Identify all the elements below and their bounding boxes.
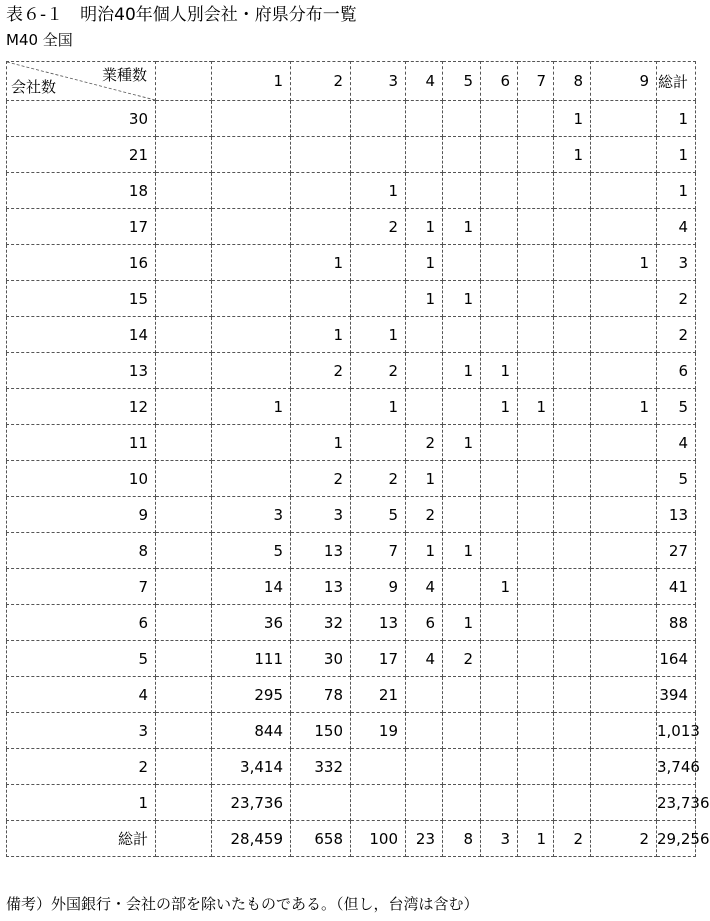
row-label: 17 [7,209,156,245]
table-cell [291,785,351,821]
spacer-cell [156,317,212,353]
table-cell [591,101,657,137]
table-cell: 1 [443,281,481,317]
table-cell: 1 [351,173,406,209]
spacer-cell [156,533,212,569]
table-cell [518,317,554,353]
spacer-cell [156,137,212,173]
table-cell [554,785,591,821]
row-label: 16 [7,245,156,281]
table-cell: 1 [406,281,443,317]
row-label: 21 [7,137,156,173]
table-cell: 3 [291,497,351,533]
column-header-10: 総計 [657,62,696,101]
table-cell: 150 [291,713,351,749]
table-cell [554,533,591,569]
table-cell: 1 [291,245,351,281]
table-cell: 1 [443,353,481,389]
table-cell: 1,013 [657,713,696,749]
table-cell: 295 [212,677,291,713]
column-header-7: 7 [518,62,554,101]
table-cell: 19 [351,713,406,749]
table-cell: 1 [351,317,406,353]
table-cell [291,281,351,317]
table-row [7,461,696,497]
table-cell [212,281,291,317]
table-subtitle: M40 全国 [6,31,73,49]
table-row [7,569,696,605]
table-cell [554,713,591,749]
row-label: 15 [7,281,156,317]
table-cell [443,101,481,137]
spacer-cell [156,569,212,605]
table-cell: 1 [406,533,443,569]
table-cell: 6 [657,353,696,389]
table-row [7,713,696,749]
table-cell: 36 [212,605,291,641]
table-cell: 9 [351,569,406,605]
table-cell [481,317,518,353]
table-cell [481,101,518,137]
table-row [7,245,696,281]
row-label: 1 [7,785,156,821]
table-cell [481,209,518,245]
table-cell [554,209,591,245]
table-cell [554,317,591,353]
table-cell: 1 [481,353,518,389]
table-cell [481,749,518,785]
table-cell [212,461,291,497]
table-cell: 13 [657,497,696,533]
table-row [7,497,696,533]
table-cell: 5 [351,497,406,533]
table-cell: 41 [657,569,696,605]
row-label: 9 [7,497,156,533]
table-cell: 13 [351,605,406,641]
distribution-table [6,61,710,857]
table-cell: 5 [657,389,696,425]
table-cell [212,137,291,173]
spacer-cell [156,785,212,821]
row-label: 14 [7,317,156,353]
table-cell: 1 [657,137,696,173]
table-cell: 5 [212,533,291,569]
table-cell: 6 [406,605,443,641]
table-body [7,101,710,857]
table-row [7,821,696,857]
row-label: 7 [7,569,156,605]
column-header-3: 3 [351,62,406,101]
table-cell [591,137,657,173]
table-cell [554,353,591,389]
table-cell: 1 [657,101,696,137]
column-header-5: 5 [443,62,481,101]
table-cell [518,713,554,749]
spacer-header-cell [156,62,212,101]
table-cell: 1 [351,389,406,425]
table-cell [554,569,591,605]
table-cell [518,461,554,497]
table-cell: 23,736 [657,785,696,821]
table-cell: 29,256 [657,821,696,857]
table-cell: 1 [212,389,291,425]
table-cell [351,101,406,137]
table-cell: 1 [481,569,518,605]
spacer-cell [156,389,212,425]
table-cell [212,425,291,461]
table-cell [518,497,554,533]
table-row [7,101,696,137]
table-cell: 1 [554,101,591,137]
table-cell: 27 [657,533,696,569]
table-cell [351,137,406,173]
table-cell: 14 [212,569,291,605]
table-cell: 28,459 [212,821,291,857]
table-cell [554,389,591,425]
table-cell [481,785,518,821]
table-cell: 3,414 [212,749,291,785]
table-cell [443,713,481,749]
table-cell [406,101,443,137]
table-row [7,785,696,821]
table-cell [591,173,657,209]
row-label: 10 [7,461,156,497]
table-cell [443,317,481,353]
table-cell [554,497,591,533]
table-cell: 658 [291,821,351,857]
table-cell: 2 [291,353,351,389]
table-cell: 2 [443,641,481,677]
table-cell: 32 [291,605,351,641]
table-cell: 17 [351,641,406,677]
table-cell: 1 [443,425,481,461]
column-header-6: 6 [481,62,518,101]
table-cell [518,425,554,461]
table-row [7,641,696,677]
table-cell [518,785,554,821]
table-row [7,605,696,641]
column-header-1: 1 [212,62,291,101]
table-cell: 1 [443,533,481,569]
table-cell [351,245,406,281]
table-cell [443,137,481,173]
table-cell: 2 [554,821,591,857]
table-cell [554,425,591,461]
table-cell [591,713,657,749]
table-cell [481,497,518,533]
table-note: 備考）外国銀行・会社の部を除いたものである。（但し，台湾は含む） [6,895,479,913]
table-cell [212,173,291,209]
table-cell: 1 [406,461,443,497]
table-cell: 1 [406,245,443,281]
row-label: 2 [7,749,156,785]
table-cell [591,641,657,677]
table-cell [481,677,518,713]
table-cell [443,389,481,425]
spacer-cell [156,245,212,281]
table-cell [591,353,657,389]
table-row [7,389,696,425]
table-cell: 1 [518,389,554,425]
table-cell: 394 [657,677,696,713]
table-cell [351,281,406,317]
table-cell [591,317,657,353]
table-cell: 2 [291,461,351,497]
table-cell [518,641,554,677]
table-cell [518,173,554,209]
table-cell [481,533,518,569]
table-cell [443,173,481,209]
table-row [7,281,696,317]
table-cell [481,713,518,749]
spacer-cell [156,497,212,533]
spacer-cell [156,353,212,389]
table-cell [554,173,591,209]
table-cell: 13 [291,569,351,605]
table-cell: 1 [443,209,481,245]
spacer-cell [156,821,212,857]
table-cell [291,137,351,173]
spacer-cell [156,749,212,785]
table-cell [481,245,518,281]
table-cell [518,569,554,605]
table-cell [518,209,554,245]
table-cell: 164 [657,641,696,677]
table-cell [518,281,554,317]
table-cell: 2 [351,209,406,245]
row-label: 18 [7,173,156,209]
table-cell [591,605,657,641]
table-cell [212,101,291,137]
table-cell [591,425,657,461]
table-cell [554,245,591,281]
table-row [7,173,696,209]
column-header-8: 8 [554,62,591,101]
table-cell [443,749,481,785]
table-cell: 4 [657,209,696,245]
table-cell [291,209,351,245]
table-cell: 844 [212,713,291,749]
table-cell [518,749,554,785]
table-cell [591,533,657,569]
spacer-cell [156,281,212,317]
row-axis-label: 会社数 [11,78,57,96]
table-row [7,677,696,713]
table-cell [591,569,657,605]
spacer-cell [156,605,212,641]
table-cell: 1 [554,137,591,173]
table-cell [212,353,291,389]
table-cell: 2 [351,461,406,497]
table-cell [443,677,481,713]
table-cell: 2 [657,281,696,317]
table-cell: 5 [657,461,696,497]
table-cell: 1 [591,389,657,425]
spacer-cell [156,461,212,497]
table-cell: 8 [443,821,481,857]
table-cell [212,317,291,353]
table-cell [351,785,406,821]
table-cell [351,425,406,461]
table-cell [481,173,518,209]
table-cell: 2 [657,317,696,353]
table-cell [443,785,481,821]
spacer-cell [156,173,212,209]
table-cell [591,749,657,785]
table-cell [518,677,554,713]
table-cell [518,137,554,173]
spacer-cell [156,101,212,137]
spacer-cell [156,677,212,713]
table-cell: 1 [406,209,443,245]
table-row [7,749,696,785]
table-cell [291,173,351,209]
table-cell [481,461,518,497]
table-cell: 1 [657,173,696,209]
table-cell [351,749,406,785]
table-row [7,209,696,245]
table-cell: 1 [291,425,351,461]
table-cell [554,605,591,641]
table-cell [291,101,351,137]
table-cell: 3,746 [657,749,696,785]
table-row [7,533,696,569]
spacer-cell [156,641,212,677]
column-axis-label: 業種数 [101,66,147,84]
table-cell: 23,736 [212,785,291,821]
table-cell: 1 [518,821,554,857]
column-header-4: 4 [406,62,443,101]
table-cell [212,209,291,245]
spacer-cell [156,209,212,245]
row-label: 11 [7,425,156,461]
row-label: 4 [7,677,156,713]
table-cell: 7 [351,533,406,569]
table-cell [212,245,291,281]
table-cell [591,677,657,713]
table-cell: 2 [406,425,443,461]
table-cell [481,137,518,173]
table-cell: 332 [291,749,351,785]
table-cell [406,317,443,353]
table-cell [443,497,481,533]
table-row [7,353,696,389]
table-cell [406,749,443,785]
table-cell: 111 [212,641,291,677]
table-cell [591,785,657,821]
table-cell [443,245,481,281]
table-cell [481,605,518,641]
column-header-2: 2 [291,62,351,101]
table-cell [591,281,657,317]
table-cell [591,209,657,245]
table-cell [406,389,443,425]
table-cell: 4 [406,569,443,605]
table-cell [554,749,591,785]
table-cell [481,425,518,461]
table-row [7,425,696,461]
row-label: 3 [7,713,156,749]
table-cell [554,281,591,317]
spacer-cell [156,713,212,749]
table-cell: 2 [406,497,443,533]
row-label: 8 [7,533,156,569]
table-cell [518,245,554,281]
table-cell [554,461,591,497]
table-cell [518,533,554,569]
row-label: 30 [7,101,156,137]
table-cell [406,353,443,389]
table-cell [554,677,591,713]
table-cell: 78 [291,677,351,713]
table-cell [554,641,591,677]
table-cell [443,461,481,497]
table-cell [406,677,443,713]
table-cell: 3 [657,245,696,281]
table-cell: 1 [443,605,481,641]
table-cell: 21 [351,677,406,713]
table-cell: 3 [481,821,518,857]
table-cell [406,173,443,209]
table-cell: 2 [591,821,657,857]
row-label: 13 [7,353,156,389]
table-cell [591,497,657,533]
table-cell: 2 [351,353,406,389]
table-cell [291,389,351,425]
table-cell [481,641,518,677]
table-cell: 100 [351,821,406,857]
table-title: 表６-１ 明治40年個人別会社・府県分布一覧 [6,5,357,25]
table-cell [518,101,554,137]
table-cell: 1 [481,389,518,425]
table-cell [406,785,443,821]
header-row [7,62,696,101]
table-cell: 4 [406,641,443,677]
corner-header-cell [7,62,156,101]
table-cell [406,713,443,749]
row-label: 5 [7,641,156,677]
table-cell: 88 [657,605,696,641]
table-row [7,317,696,353]
column-header-9: 9 [591,62,657,101]
row-label: 総計 [7,821,156,857]
table-cell [518,353,554,389]
table-cell: 3 [212,497,291,533]
table-cell [443,569,481,605]
table-cell [591,461,657,497]
table-cell: 1 [291,317,351,353]
row-label: 12 [7,389,156,425]
table-cell: 23 [406,821,443,857]
table-cell: 13 [291,533,351,569]
table-cell: 4 [657,425,696,461]
row-label: 6 [7,605,156,641]
spacer-cell [156,425,212,461]
table-cell: 1 [591,245,657,281]
table-cell [481,281,518,317]
table-row [7,137,696,173]
table-cell [406,137,443,173]
table-cell [518,605,554,641]
table-cell: 30 [291,641,351,677]
